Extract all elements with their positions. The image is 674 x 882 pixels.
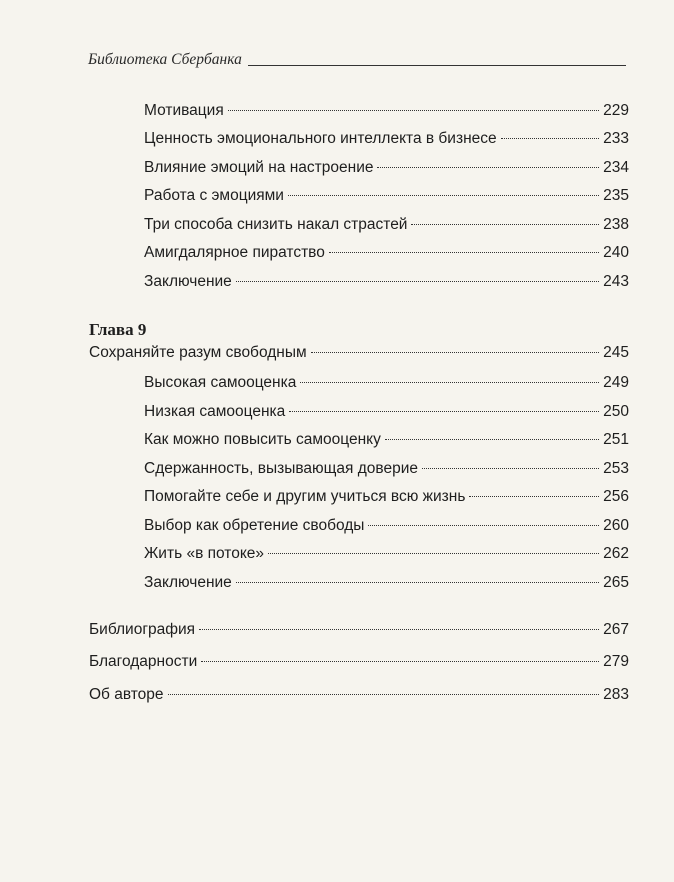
- toc-entry-title: Как можно повысить самооценку: [144, 431, 381, 448]
- dot-leader: [236, 281, 599, 282]
- dot-leader: [168, 694, 600, 695]
- toc-entry-title: Об авторе: [89, 686, 164, 703]
- toc-entry[interactable]: [144, 516, 629, 536]
- toc-entry-title: Благодарности: [89, 653, 198, 670]
- toc-entry[interactable]: [144, 101, 629, 121]
- toc-entry-page: 256: [603, 488, 629, 505]
- toc-entry-page: 243: [603, 273, 629, 290]
- toc-entry[interactable]: [89, 620, 629, 640]
- toc-entry-page: 279: [603, 653, 629, 670]
- toc-entry-page: 245: [603, 344, 629, 361]
- toc-entry-page: 249: [603, 374, 629, 391]
- toc-entry-title: Помогайте себе и другим учиться всю жизнь: [144, 488, 466, 505]
- dot-leader: [422, 468, 599, 469]
- toc-entry-title: Низкая самооценка: [144, 403, 286, 420]
- toc-entry-title: Жить «в потоке»: [144, 545, 265, 562]
- dot-leader: [228, 110, 599, 111]
- running-head: Библиотека Сбербанка: [88, 51, 242, 68]
- toc-entry-page: 283: [603, 686, 629, 703]
- dot-leader: [311, 352, 600, 353]
- toc-entry-title: Высокая самооценка: [144, 374, 297, 391]
- toc-entry-page: 235: [603, 187, 629, 204]
- dot-leader: [268, 553, 599, 554]
- toc-entry[interactable]: [144, 158, 629, 178]
- toc-entry[interactable]: [144, 459, 629, 479]
- dot-leader: [199, 629, 599, 630]
- dot-leader: [469, 496, 599, 497]
- toc-entry-page: 229: [603, 102, 629, 119]
- toc-entry[interactable]: [144, 402, 629, 422]
- dot-leader: [201, 661, 599, 662]
- toc-entry-title: Влияние эмоций на настроение: [144, 159, 374, 176]
- toc-entry[interactable]: [144, 430, 629, 450]
- toc-entry-page: 238: [603, 216, 629, 233]
- toc-entry-page: 267: [603, 621, 629, 638]
- toc-entry-title: Заключение: [144, 574, 232, 591]
- toc-entry[interactable]: [89, 685, 629, 705]
- toc-entry-page: 233: [603, 130, 629, 147]
- toc-entry[interactable]: [144, 243, 629, 263]
- toc-entry-title: Сдержанность, вызывающая доверие: [144, 460, 418, 477]
- toc-entry-title: Мотивация: [144, 102, 224, 119]
- dot-leader: [236, 582, 599, 583]
- dot-leader: [300, 382, 599, 383]
- toc-entry-page: 251: [603, 431, 629, 448]
- dot-leader: [289, 411, 599, 412]
- toc-entry[interactable]: [144, 272, 629, 292]
- toc-entry[interactable]: [144, 215, 629, 235]
- toc-entry[interactable]: [144, 129, 629, 149]
- toc-entry-page: 262: [603, 545, 629, 562]
- toc-entry[interactable]: [144, 373, 629, 393]
- toc-entry[interactable]: [144, 487, 629, 507]
- toc-entry-page: 260: [603, 517, 629, 534]
- toc-entry-title: Работа с эмоциями: [144, 187, 284, 204]
- chapter-title-entry[interactable]: [89, 343, 629, 363]
- toc-entry-title: Сохраняйте разум свободным: [89, 344, 307, 361]
- dot-leader: [385, 439, 599, 440]
- dot-leader: [501, 138, 600, 139]
- toc-entry-page: 253: [603, 460, 629, 477]
- dot-leader: [288, 195, 599, 196]
- dot-leader: [329, 252, 599, 253]
- toc-entry-title: Заключение: [144, 273, 232, 290]
- dot-leader: [368, 525, 599, 526]
- toc-entry[interactable]: [144, 544, 629, 564]
- toc-entry-page: 234: [603, 159, 629, 176]
- chapter-label: Глава 9: [89, 320, 147, 339]
- dot-leader: [377, 167, 599, 168]
- dot-leader: [411, 224, 599, 225]
- toc-entry-title: Библиография: [89, 621, 196, 638]
- toc-entry[interactable]: [144, 573, 629, 593]
- toc-entry[interactable]: [89, 652, 629, 672]
- toc-entry-title: Ценность эмоционального интеллекта в бизнесе: [144, 130, 497, 147]
- toc-entry-title: Выбор как обретение свободы: [144, 517, 365, 534]
- toc-entry-page: 265: [603, 574, 629, 591]
- toc-entry-title: Амигдалярное пиратство: [144, 244, 325, 261]
- toc-entry-page: 250: [603, 403, 629, 420]
- toc-entry[interactable]: [144, 186, 629, 206]
- toc-entry-title: Три способа снизить накал страстей: [144, 216, 408, 233]
- header-rule: [248, 65, 626, 66]
- toc-entry-page: 240: [603, 244, 629, 261]
